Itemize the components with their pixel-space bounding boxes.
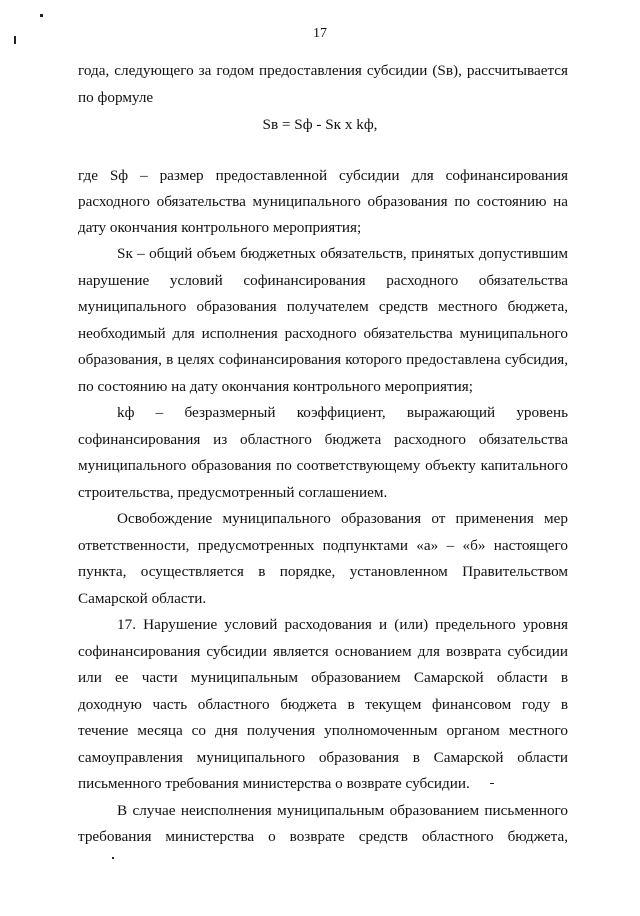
text-line: kф – безразмерный коэффициент, выражающий уровень: [117, 404, 568, 421]
text-line: требования министерства о возврате средств областного бюджета,: [78, 828, 568, 845]
text-line: доходную часть областного бюджета в текущем финансовом году в: [78, 696, 568, 713]
text-line: нарушение условий софинансирования расходного обязательства: [78, 272, 568, 289]
page-number: 17: [313, 26, 327, 41]
scan-speck: [40, 14, 43, 17]
text-line: по состоянию на дату окончания контрольного мероприятия;: [78, 378, 473, 395]
text-line: строительства, предусмотренный соглашением.: [78, 484, 388, 501]
text-line: муниципального образования по соответствующему объекту капитального: [78, 457, 568, 474]
text-line: или ее части муниципальным образованием Самарской области в: [78, 669, 568, 686]
text-line: необходимый для исполнения расходного обязательства муниципального: [78, 325, 568, 342]
text-line: по формуле: [78, 89, 154, 106]
text-line: письменного требования министерства о возврате субсидии.: [78, 775, 470, 792]
text-line: года, следующего за годом предоставления субсидии (Sв), рассчитывается: [78, 62, 568, 79]
text-line: расходного обязательства муниципального образования по состоянию на: [78, 193, 568, 210]
text-line: пункта, осуществляется в порядке, установленном Правительством: [78, 563, 568, 580]
scan-speck: [490, 783, 494, 784]
text-line: софинансирования субсидии является основанием для возврата субсидии: [78, 643, 568, 660]
text-line: течение месяца со дня получения уполномоченным органом местного: [78, 722, 568, 739]
text-line: образования, в целях софинансирования которого предоставлена субсидия,: [78, 351, 568, 368]
text-line: самоуправления муниципального образования в Самарской области: [78, 749, 568, 766]
text-line: муниципального образования получателем средств местного бюджета,: [78, 298, 568, 315]
text-line: ответственности, предусмотренных подпунктами «а» – «б» настоящего: [78, 537, 568, 554]
text-line: где Sф – размер предоставленной субсидии для софинансирования: [78, 167, 568, 184]
text-line: Sк – общий объем бюджетных обязательств, принятых допустившим: [117, 245, 568, 262]
text-line: 17. Нарушение условий расходования и (или) предельного уровня: [117, 616, 568, 633]
text-line: Самарской области.: [78, 590, 207, 607]
scan-speck: [112, 857, 114, 859]
text-line: софинансирования из областного бюджета расходного обязательства: [78, 431, 568, 448]
text-line: дату окончания контрольного мероприятия;: [78, 219, 362, 236]
formula: Sв = Sф - Sк х kф,: [262, 116, 378, 133]
text-line: В случае неисполнения муниципальным образованием письменного: [117, 802, 568, 819]
text-line: Освобождение муниципального образования от применения мер: [117, 510, 568, 527]
